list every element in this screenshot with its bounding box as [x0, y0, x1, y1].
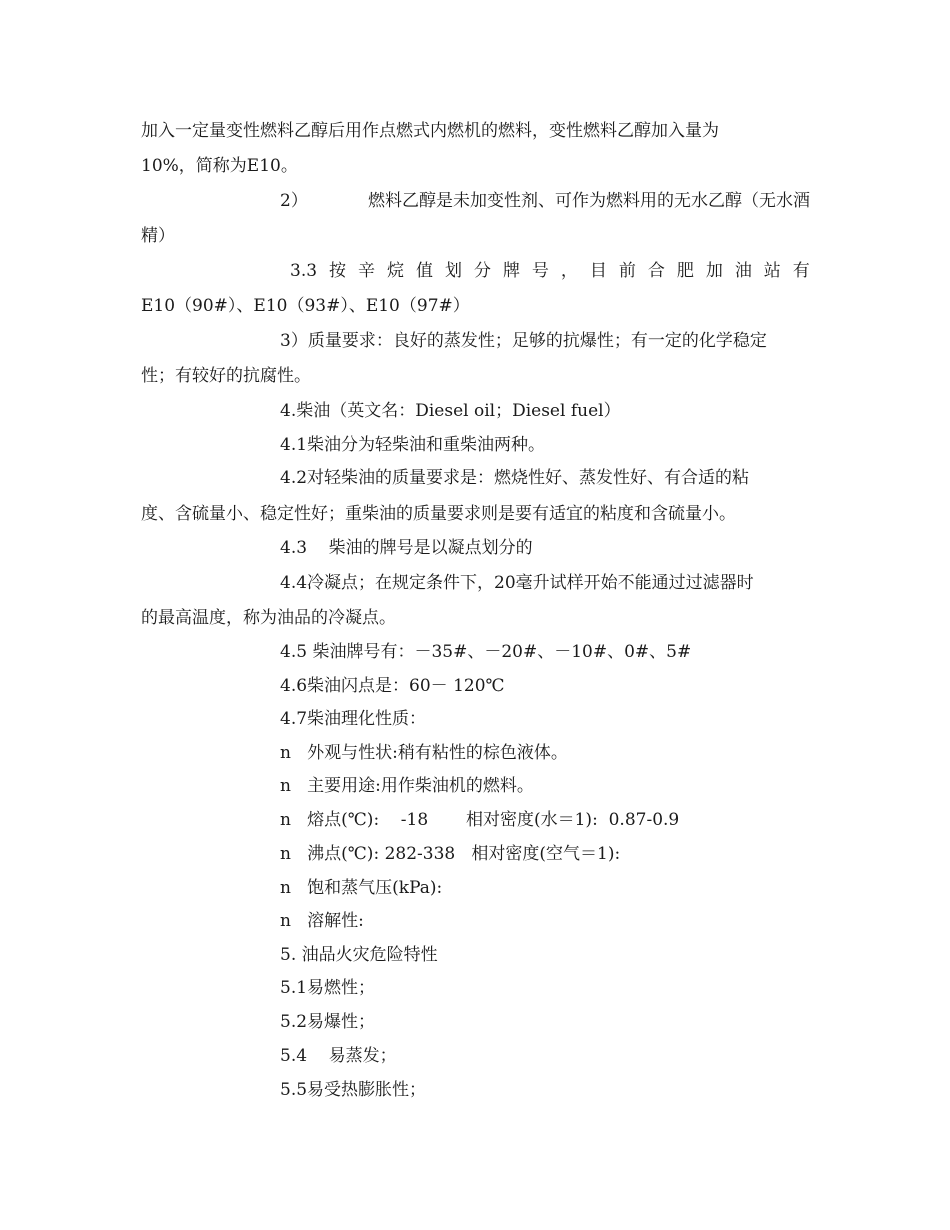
property-item: n 溶解性: [280, 911, 364, 931]
paragraph-text: 性；有较好的抗腐性。 [141, 366, 311, 386]
char: 有 [792, 261, 810, 281]
list-marker: 2） [280, 191, 308, 211]
char: 号 [531, 261, 549, 281]
char: 油 [734, 261, 752, 281]
char: ， [560, 261, 578, 281]
list-item: 4.3 柴油的牌号是以凝点划分的 [280, 538, 533, 558]
paragraph-text: 3）质量要求：良好的蒸发性；足够的抗爆性；有一定的化学稳定 [280, 331, 767, 351]
list-item: 4.1柴油分为轻柴油和重柴油两种。 [280, 435, 546, 455]
list-item: 4.2对轻柴油的质量要求是：燃烧性好、蒸发性好、有合适的粘 [280, 468, 750, 488]
list-item: 5.1易燃性； [280, 978, 376, 998]
char: 按 [329, 261, 347, 281]
char: 划 [444, 261, 462, 281]
section-heading: 5. 油品火灾危险特性 [280, 945, 438, 965]
char: 值 [415, 261, 433, 281]
property-item: n 饱和蒸气压(kPa): [280, 878, 443, 898]
list-item: 4.7柴油理化性质： [280, 709, 427, 729]
list-item: 5.2易爆性； [280, 1012, 376, 1032]
property-item: n 沸点(℃): 282-338 相对密度(空气＝1): [280, 844, 621, 864]
char: 肥 [676, 261, 694, 281]
char: 站 [763, 261, 781, 281]
char: 合 [647, 261, 665, 281]
paragraph-text: 10%，简称为E10。 [141, 156, 298, 176]
char: 目 [589, 261, 607, 281]
section-number: 3.3 [290, 261, 318, 281]
char: 分 [473, 261, 491, 281]
property-item: n 外观与性状:稍有粘性的棕色液体。 [280, 743, 568, 763]
property-item: n 主要用途:用作柴油机的燃料。 [280, 776, 534, 796]
paragraph-text: 精） [141, 226, 175, 246]
paragraph-text: 燃料乙醇是未加变性剂、可作为燃料用的无水乙醇（无水酒 [368, 191, 810, 211]
list-item: 的最高温度，称为油品的冷凝点。 [141, 608, 396, 628]
list-item: 5.4 易蒸发； [280, 1046, 397, 1066]
paragraph-text [280, 191, 810, 211]
paragraph-text: 加入一定量变性燃料乙醇后用作点燃式内燃机的燃料，变性燃料乙醇加入量为 [141, 121, 719, 141]
list-item: 度、含硫量小、稳定性好；重柴油的质量要求则是要有适宜的粘度和含硫量小。 [141, 504, 736, 524]
list-item: 5.5易受热膨胀性； [280, 1080, 427, 1100]
paragraph-text: E10（90#）、E10（93#）、E10（97#） [141, 296, 470, 316]
list-item: 4.5 柴油牌号有：－35#、－20#、－10#、0#、5# [280, 642, 692, 662]
list-item: 4.4冷凝点；在规定条件下，20毫升试样开始不能通过过滤器时 [280, 573, 754, 593]
list-item: 4.6柴油闪点是：60－ 120℃ [280, 676, 505, 696]
char: 加 [705, 261, 723, 281]
property-item: n 熔点(℃): -18 相对密度(水＝1): 0.87-0.9 [280, 810, 680, 830]
char: 前 [618, 261, 636, 281]
char: 牌 [502, 261, 520, 281]
char: 辛 [358, 261, 376, 281]
paragraph-text [290, 261, 810, 281]
section-heading: 4.柴油（英文名：Diesel oil；Diesel fuel） [280, 401, 621, 421]
char: 烷 [387, 261, 404, 281]
